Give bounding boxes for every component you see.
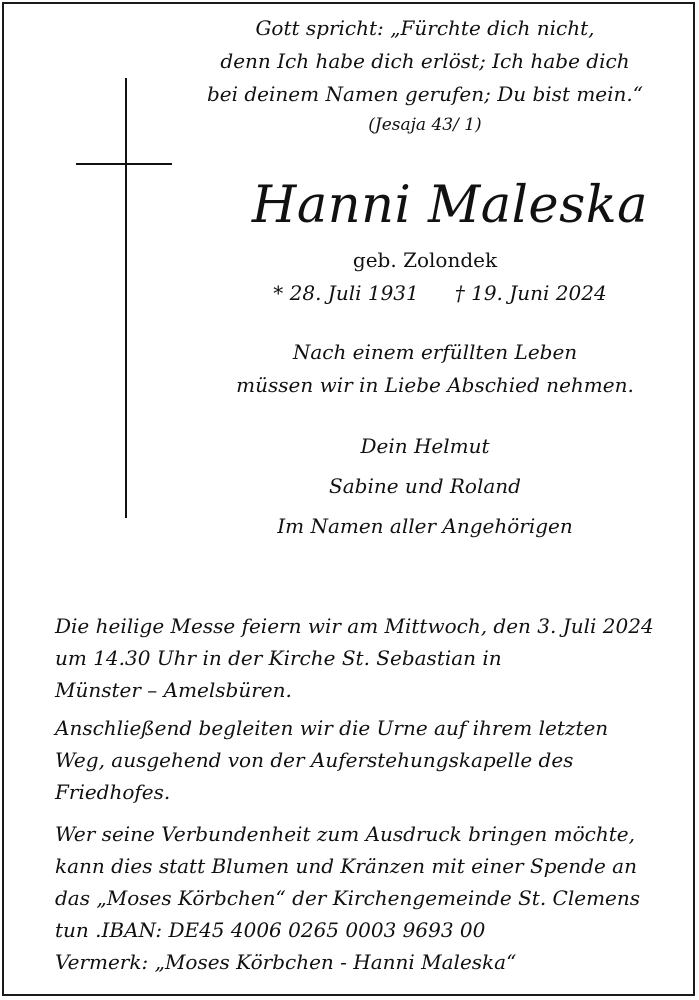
paragraph-line: Vermerk: „Moses Körbchen - Hanni Maleska“ [55, 950, 517, 974]
paragraph-line: Anschließend begleiten wir die Urne auf ihrem letzten [55, 716, 609, 740]
signer-line: Im Namen aller Angehörigen [277, 514, 573, 538]
paragraph-line: Münster – Amelsbüren. [55, 678, 292, 702]
maiden-name: geb. Zolondek [352, 248, 498, 272]
donation-paragraph [55, 818, 675, 978]
paragraph-line: das „Moses Körbchen“ der Kirchengemeinde St. Clemens [55, 886, 641, 910]
paragraph-line: Friedhofes. [55, 780, 171, 804]
quote-line: Gott spricht: „Fürchte dich nicht, [255, 16, 595, 40]
signers [250, 426, 600, 546]
birth-date: * 28. Juli 1931 [273, 281, 419, 305]
paragraph-line: um 14.30 Uhr in der Kirche St. Sebastian in [55, 646, 502, 670]
paragraph-line: Weg, ausgehend von der Auferstehungskapelle des [55, 748, 574, 772]
service-paragraph [55, 610, 675, 706]
death-date: † 19. Juni 2024 [454, 281, 607, 305]
paragraph-line: tun .IBAN: DE45 4006 0265 0003 9693 00 [55, 918, 486, 942]
cross-vertical-bar [125, 78, 127, 518]
cross-horizontal-bar [76, 163, 172, 165]
quote-line: bei deinem Namen gerufen; Du bist mein.“ [206, 82, 643, 106]
farewell-line: Nach einem erfüllten Leben [292, 340, 578, 364]
burial-paragraph [55, 712, 675, 808]
farewell-line: müssen wir in Liebe Abschied nehmen. [236, 373, 634, 397]
paragraph-line: Wer seine Verbundenheit zum Ausdruck bringen möchte, [55, 822, 635, 846]
signer-line: Dein Helmut [360, 434, 490, 458]
farewell-text [200, 336, 670, 402]
paragraph-line: kann dies statt Blumen und Kränzen mit einer Spende an [55, 854, 637, 878]
paragraph-line: Die heilige Messe feiern wir am Mittwoch, den 3. Juli 2024 [55, 614, 654, 638]
life-dates [240, 278, 640, 308]
quote-source: (Jesaja 43/ 1) [368, 115, 482, 135]
bible-quote [190, 12, 660, 111]
signer-line: Sabine und Roland [329, 474, 521, 498]
deceased-name: Hanni Maleska [251, 176, 649, 235]
quote-line: denn Ich habe dich erlöst; Ich habe dich [220, 49, 630, 73]
